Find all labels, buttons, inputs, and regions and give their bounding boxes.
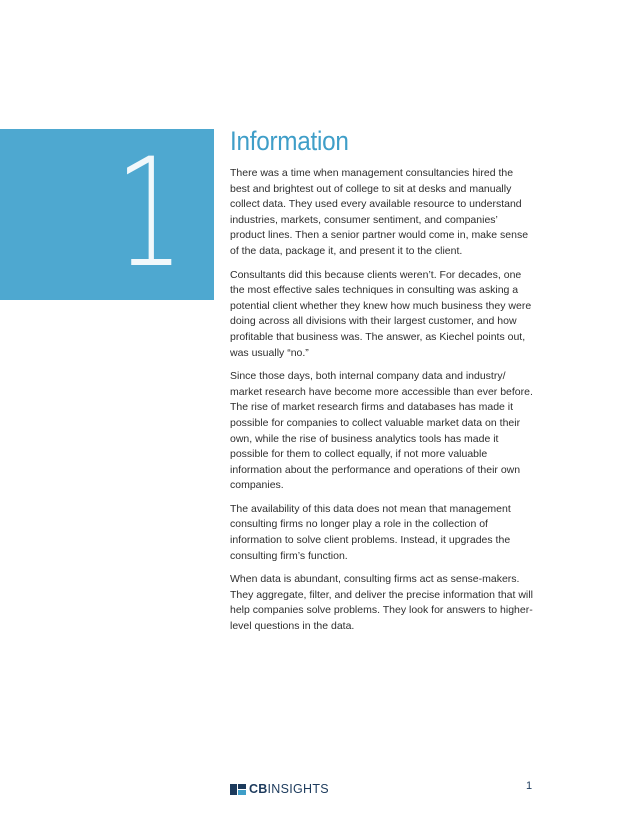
page-number: 1 <box>526 780 533 792</box>
chapter-number: 1 <box>115 127 184 301</box>
paragraph-1: There was a time when management consultancies hired the best and brightest out of college to sit at desks and manually collect data. They used every available resource to understand industries, markets, consumer sentiment, and companies’ product lines. Then a senior partner would come in, make sense of the data, package it, and present it to the client. <box>230 167 529 257</box>
chapter-content <box>230 124 534 643</box>
cb-insights-logo-icon <box>230 784 246 795</box>
paragraph-3: Since those days, both internal company data and industry/ market research have become more accessible than ever before. The rise of market research firms and databases has made it possible for companies to collect valuable market data on their own, while the rise of business analytics tools has made it possible for them to collect equally, if not more valuable information about the performance and operations of their own companies. <box>230 370 533 492</box>
logo-text-regular: INSIGHTS <box>267 782 329 796</box>
paragraph-2: Consultants did this because clients weren’t. For decades, one the most effective sales techniques in consulting was asking a potential client whether they knew how much business they were doing across all divisions with their largest customer, and how profitable that business was. The answer, as Kiechel points out, was usually “no.” <box>230 268 532 359</box>
cb-insights-logo <box>230 781 329 797</box>
paragraph-4: The availability of this data does not mean that management consulting firms no longer play a role in the collection of information to solve client problems. Instead, it upgrades the consulting firm’s function. <box>230 502 511 562</box>
logo-text-bold: CB <box>249 782 268 796</box>
paragraph-5: When data is abundant, consulting firms act as sense-makers. They aggregate, filter, and deliver the precise information that will help companies solve problems. They look for answers to higher-level questions in the data. <box>230 573 533 633</box>
section-title: Information <box>230 126 349 156</box>
